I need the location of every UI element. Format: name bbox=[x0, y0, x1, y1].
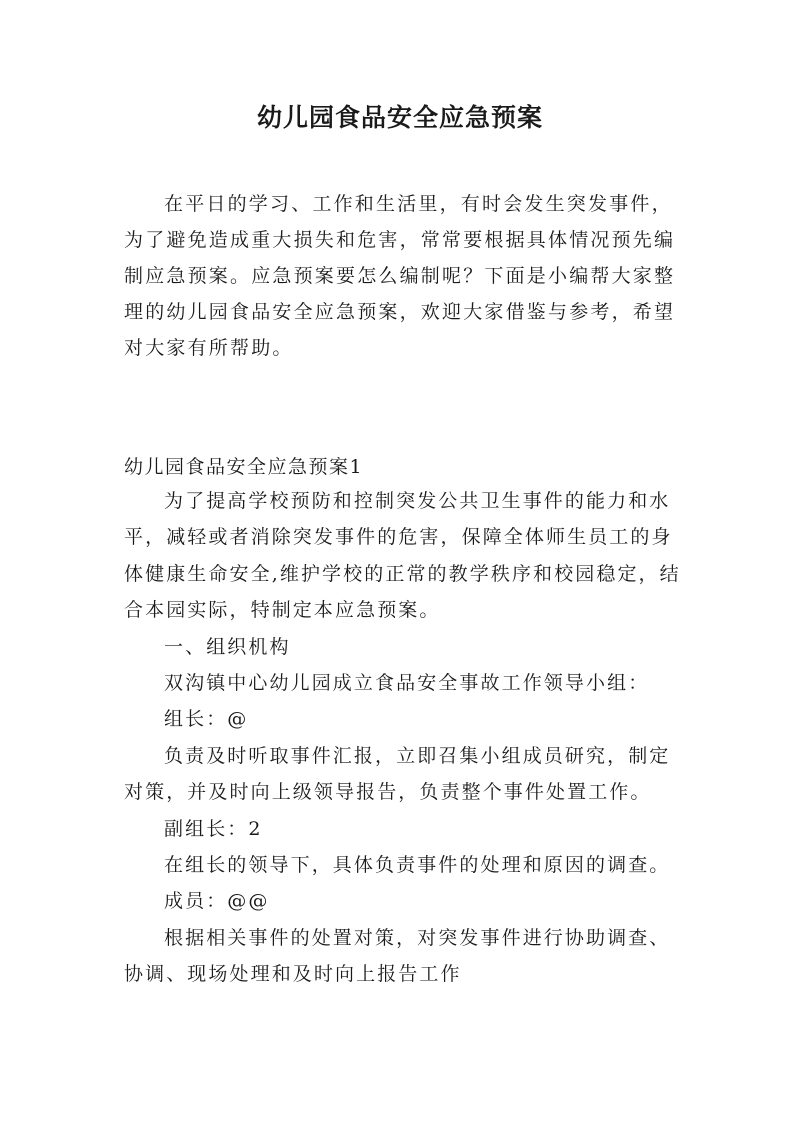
document-title: 幼儿园食品安全应急预案 bbox=[256, 103, 543, 132]
intro-paragraph: 在平日的学习、工作和生活里，有时会发生突发事件，为了避免造成重大损失和危害，常常要根据具体情况预先编制应急预案。应急预案要怎么编制呢？下面是小编帮大家整理的幼儿园食品安全应急预案，欢迎大家借鉴与参考，希望对大家有所帮助。 bbox=[124, 193, 676, 359]
section-title: 幼儿园食品安全应急预案1 bbox=[124, 456, 364, 478]
body-paragraph: 负责及时听取事件汇报，立即召集小组成员研究，制定对策，并及时向上级领导报告，负责整个事件处置工作。 bbox=[124, 744, 671, 804]
body-paragraph: 副组长：2 bbox=[164, 817, 263, 840]
body-paragraph: 根据相关事件的处置对策，对突发事件进行协助调查、协调、现场处理和及时向上报告工作 bbox=[124, 926, 671, 986]
body-paragraph: 为了提高学校预防和控制突发公共卫生事件的能力和水平，减轻或者消除突发事件的危害，保障全体师生员工的身体健康生命安全,维护学校的正常的教学秩序和校园稳定，结合本园实际，特制定本应急预案。 bbox=[124, 490, 681, 622]
body-paragraph: 一、组织机构 bbox=[164, 635, 291, 658]
body-paragraph: 成员：@@ bbox=[164, 890, 270, 913]
body-paragraph: 双沟镇中心幼儿园成立食品安全事故工作领导小组： bbox=[164, 672, 650, 695]
body-paragraph: 在组长的领导下，具体负责事件的处理和原因的调查。 bbox=[164, 854, 671, 877]
body-paragraph: 组长：@ bbox=[164, 708, 249, 731]
section-body bbox=[124, 483, 690, 993]
